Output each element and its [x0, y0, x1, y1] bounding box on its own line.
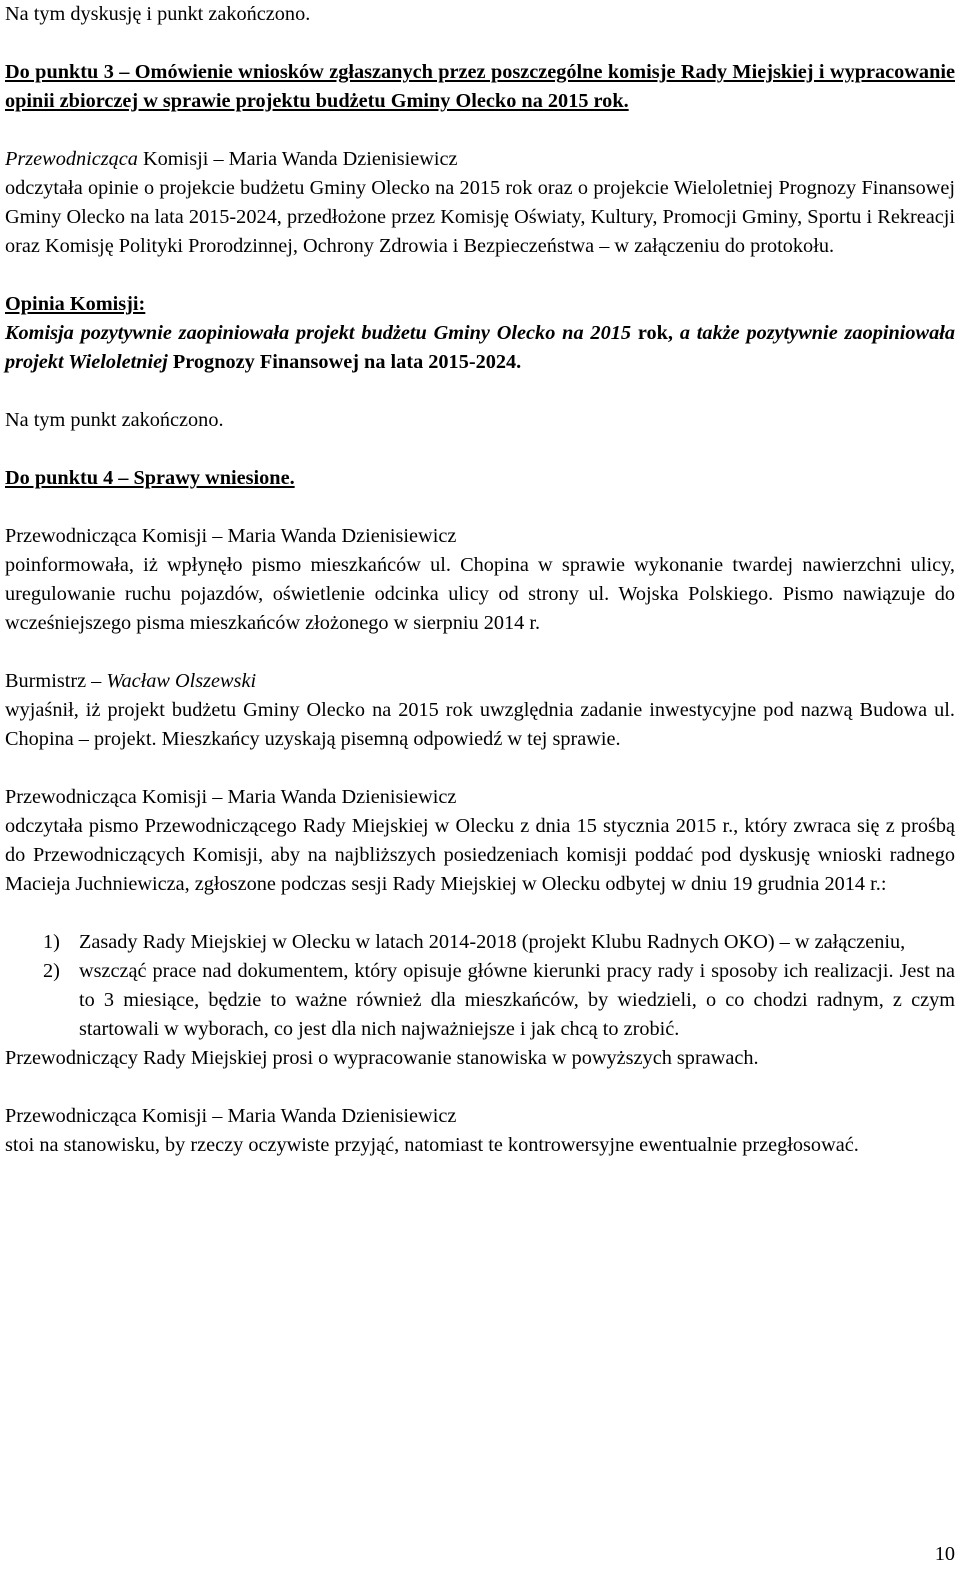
- speaker-1-name: Komisji – Maria Wanda Dzienisiewicz: [137, 148, 458, 170]
- opinion-mid: rok,: [631, 322, 680, 344]
- speaker-3-text: wyjaśnił, iż projekt budżetu Gminy Olecko na 2015 rok uwzględnia zadanie inwestycyjne pod nazwą Budowa ul. Chopina – projekt. Mieszkańcy uzyskają pisemną odpowiedź w tej sprawie.: [5, 699, 955, 750]
- opinion-heading: Opinia Komisji:: [5, 293, 146, 315]
- page-number: 10: [934, 1543, 955, 1565]
- speaker-3-name: Wacław Olszewski: [106, 670, 257, 692]
- list-item: [5, 957, 955, 1044]
- opinion-end: Prognozy Finansowej na lata 2015-2024.: [167, 351, 522, 373]
- list-item-number: 2): [43, 960, 60, 982]
- opinion-text: [5, 319, 955, 377]
- intro-paragraph: Na tym dyskusję i punkt zakończono.: [5, 3, 311, 25]
- speaker-1-line: [5, 145, 955, 174]
- agenda-item-3-heading: Do punktu 3 – Omówienie wniosków zgłaszanych przez poszczególne komisje Rady Miejskiej i wypracowanie opinii zbiorczej w sprawie projektu budżetu Gminy Olecko na 2015 rok.: [5, 61, 955, 112]
- document-page: [5, 0, 955, 1160]
- speaker-4-text: odczytała pismo Przewodniczącego Rady Miejskiej w Olecku z dnia 15 stycznia 2015 r., który zwraca się z prośbą do Przewodniczących Komisji, aby na najbliższych posiedzeniach komisji poddać pod dyskusję wnioski radnego Macieja Juchniewicza, zgłoszone podczas sesji Rady Miejskiej w Olecku odbytej w dniu 19 grudnia 2014 r.:: [5, 815, 955, 895]
- speaker-4-line: Przewodnicząca Komisji – Maria Wanda Dzienisiewicz: [5, 786, 457, 808]
- speaker-5-line: Przewodnicząca Komisji – Maria Wanda Dzienisiewicz: [5, 1105, 457, 1127]
- agenda-item-4-heading: Do punktu 4 – Sprawy wniesione.: [5, 467, 295, 489]
- closing-paragraph: Na tym punkt zakończono.: [5, 409, 224, 431]
- speaker-3-role: Burmistrz –: [5, 670, 107, 692]
- speaker-1-role: Przewodnicząca: [5, 148, 138, 170]
- list-item: [5, 928, 955, 957]
- opinion-italic-2: a także pozytywnie zaopiniowała projekt Wieloletniej: [5, 322, 955, 373]
- list-item-text: Zasady Rady Miejskiej w Olecku w latach 2014-2018 (projekt Klubu Radnych OKO) – w załączeniu,: [79, 931, 906, 953]
- opinion-italic-1: Komisja pozytywnie zaopiniowała projekt budżetu Gminy Olecko na 2015: [5, 322, 631, 344]
- speaker-3-line: [5, 667, 955, 696]
- list-after-paragraph: Przewodniczący Rady Miejskiej prosi o wypracowanie stanowiska w powyższych sprawach.: [5, 1047, 759, 1069]
- list-item-text: wszcząć prace nad dokumentem, który opisuje główne kierunki pracy rady i sposoby ich realizacji. Jest na to 3 miesiące, będzie to ważne również dla mieszkańców, by wiedzieli, o co chodzi radnym, z czym startowali w wyborach, co jest dla nich najważniejsze i jak chcą to zrobić.: [79, 960, 955, 1040]
- list-item-number: 1): [43, 931, 60, 953]
- speaker-2-line: Przewodnicząca Komisji – Maria Wanda Dzienisiewicz: [5, 525, 457, 547]
- proposals-list: [5, 928, 955, 1044]
- speaker-2-text: poinformowała, iż wpłynęło pismo mieszkańców ul. Chopina w sprawie wykonanie twardej nawierzchni ulicy, uregulowanie ruchu pojazdów, oświetlenie odcinka ulicy od strony ul. Wojska Polskiego. Pismo nawiązuje do wcześniejszego pisma mieszkańców złożonego w sierpniu 2014 r.: [5, 554, 955, 634]
- speaker-5-text: stoi na stanowisku, by rzeczy oczywiste przyjąć, natomiast te kontrowersyjne ewentualnie przegłosować.: [5, 1134, 859, 1156]
- speaker-1-text: odczytała opinie o projekcie budżetu Gminy Olecko na 2015 rok oraz o projekcie Wieloletniej Prognozy Finansowej Gminy Olecko na lata 2015-2024, przedłożone przez Komisję Oświaty, Kultury, Promocji Gminy, Sportu i Rekreacji oraz Komisję Polityki Prorodzinnej, Ochrony Zdrowia i Bezpieczeństwa – w załączeniu do protokołu.: [5, 177, 955, 257]
